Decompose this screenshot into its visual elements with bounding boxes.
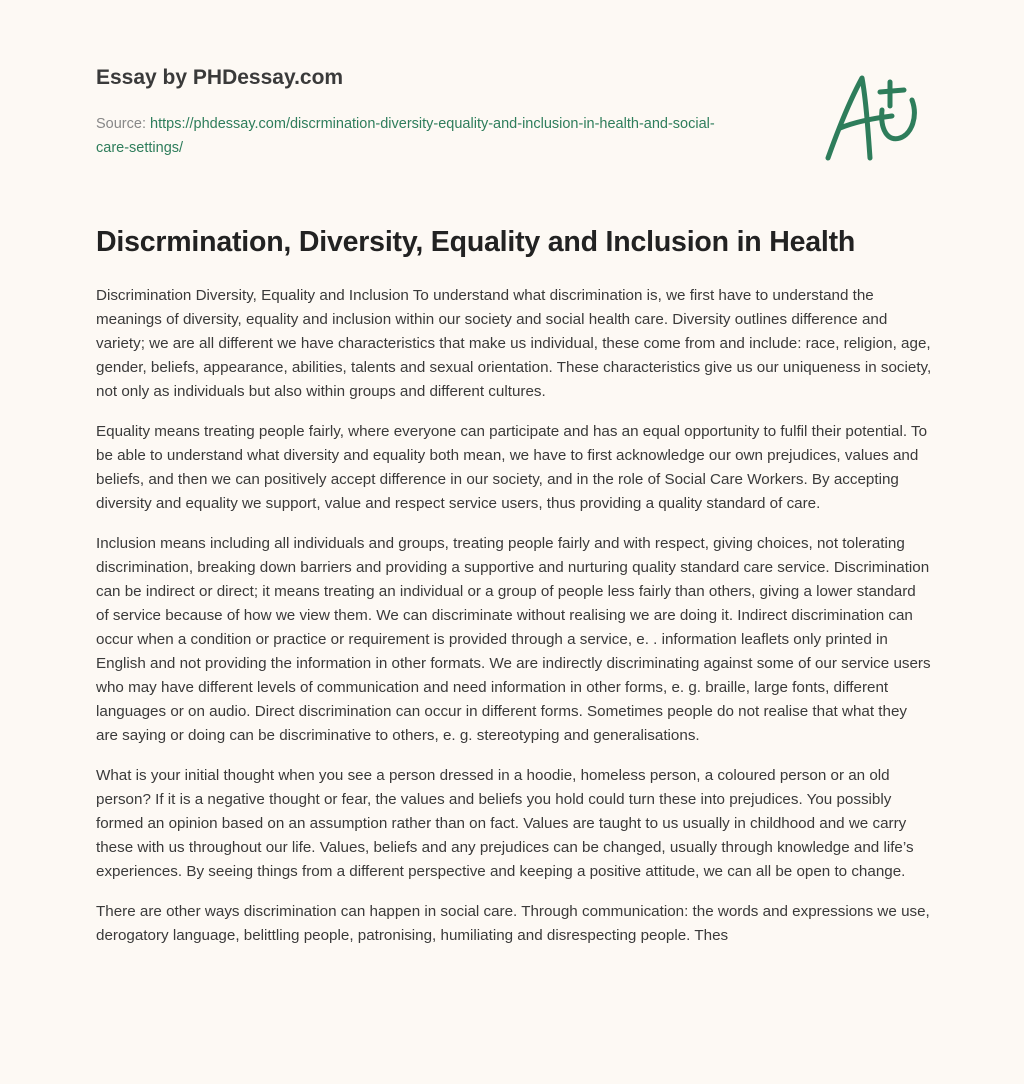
paragraph: Discrimination Diversity, Equality and Inclusion To understand what discrimination is, we first have to understand the meanings of diversity, equality and inclusion within our society and social health care. Diversity outlines difference and variety; we are all different we have characteristics that make us individual, these come from and include: race, religion, age, gender, beliefs, appearance, abilities, talents and sexual orientation. These characteristics give us our uniqueness in society, not only as individuals but also within groups and different cultures.	[96, 287, 932, 400]
source-line	[96, 112, 736, 160]
paragraph: Equality means treating people fairly, where everyone can participate and has an equal opportunity to fulfil their potential. To be able to understand what diversity and equality both mean, we have to first acknowledge our own prejudices, values and beliefs, and then we can positively accept difference in our society, and in the role of Social Care Workers. By accepting diversity and equality we support, value and respect service users, thus providing a quality standard of care.	[96, 423, 928, 512]
paragraph: Inclusion means including all individuals and groups, treating people fairly and with respect, giving choices, not tolerating discrimination, breaking down barriers and providing a supportive and nurturing quality standard care service. Discrimination can be indirect or direct; it means treating an individual or a group of people less fairly than others, giving a lower standard of service because of how we view them. We can discriminate without realising we are doing it. Indirect discrimination can occur when a condition or practice or requirement is provided through a service, e. . information leaflets only printed in English and not providing the information in other formats. We are indirectly discriminating against some of our service users who may have different levels of communication and need information in other forms, e. g. braille, large fonts, different languages or on audio. Direct discrimination can occur in different forms. Sometimes people do not realise that what they are saying or doing can be discriminative to others, e. g. stereotyping and generalisations.	[96, 535, 931, 744]
article-title: Discrmination, Diversity, Equality and Inclusion in Health	[96, 226, 856, 258]
article-body	[96, 284, 932, 964]
a-plus-logo-icon	[820, 70, 930, 165]
paragraph: What is your initial thought when you see a person dressed in a hoodie, homeless person, a coloured person or an old person? If it is a negative thought or fear, the values and beliefs you hold could turn these into prejudices. You possibly formed an opinion based on an assumption rather than on fact. Values are taught to us usually in childhood and we carry these with us throughout our life. Values, beliefs and any prejudices can be changed, usually through knowledge and life’s experiences. By seeing things from a different perspective and keeping a positive attitude, we can all be open to change.	[96, 767, 914, 880]
paragraph: There are other ways discrimination can happen in social care. Through communication: the words and expressions we use, derogatory language, belittling people, patronising, humiliating and disrespecting people. Thes	[96, 903, 930, 944]
site-brand: Essay by PHDessay.com	[96, 66, 344, 89]
source-link[interactable]: https://phdessay.com/discrmination-diversity-equality-and-inclusion-in-health-and-social-care-settings/	[96, 116, 715, 156]
source-label: Source:	[96, 116, 146, 132]
